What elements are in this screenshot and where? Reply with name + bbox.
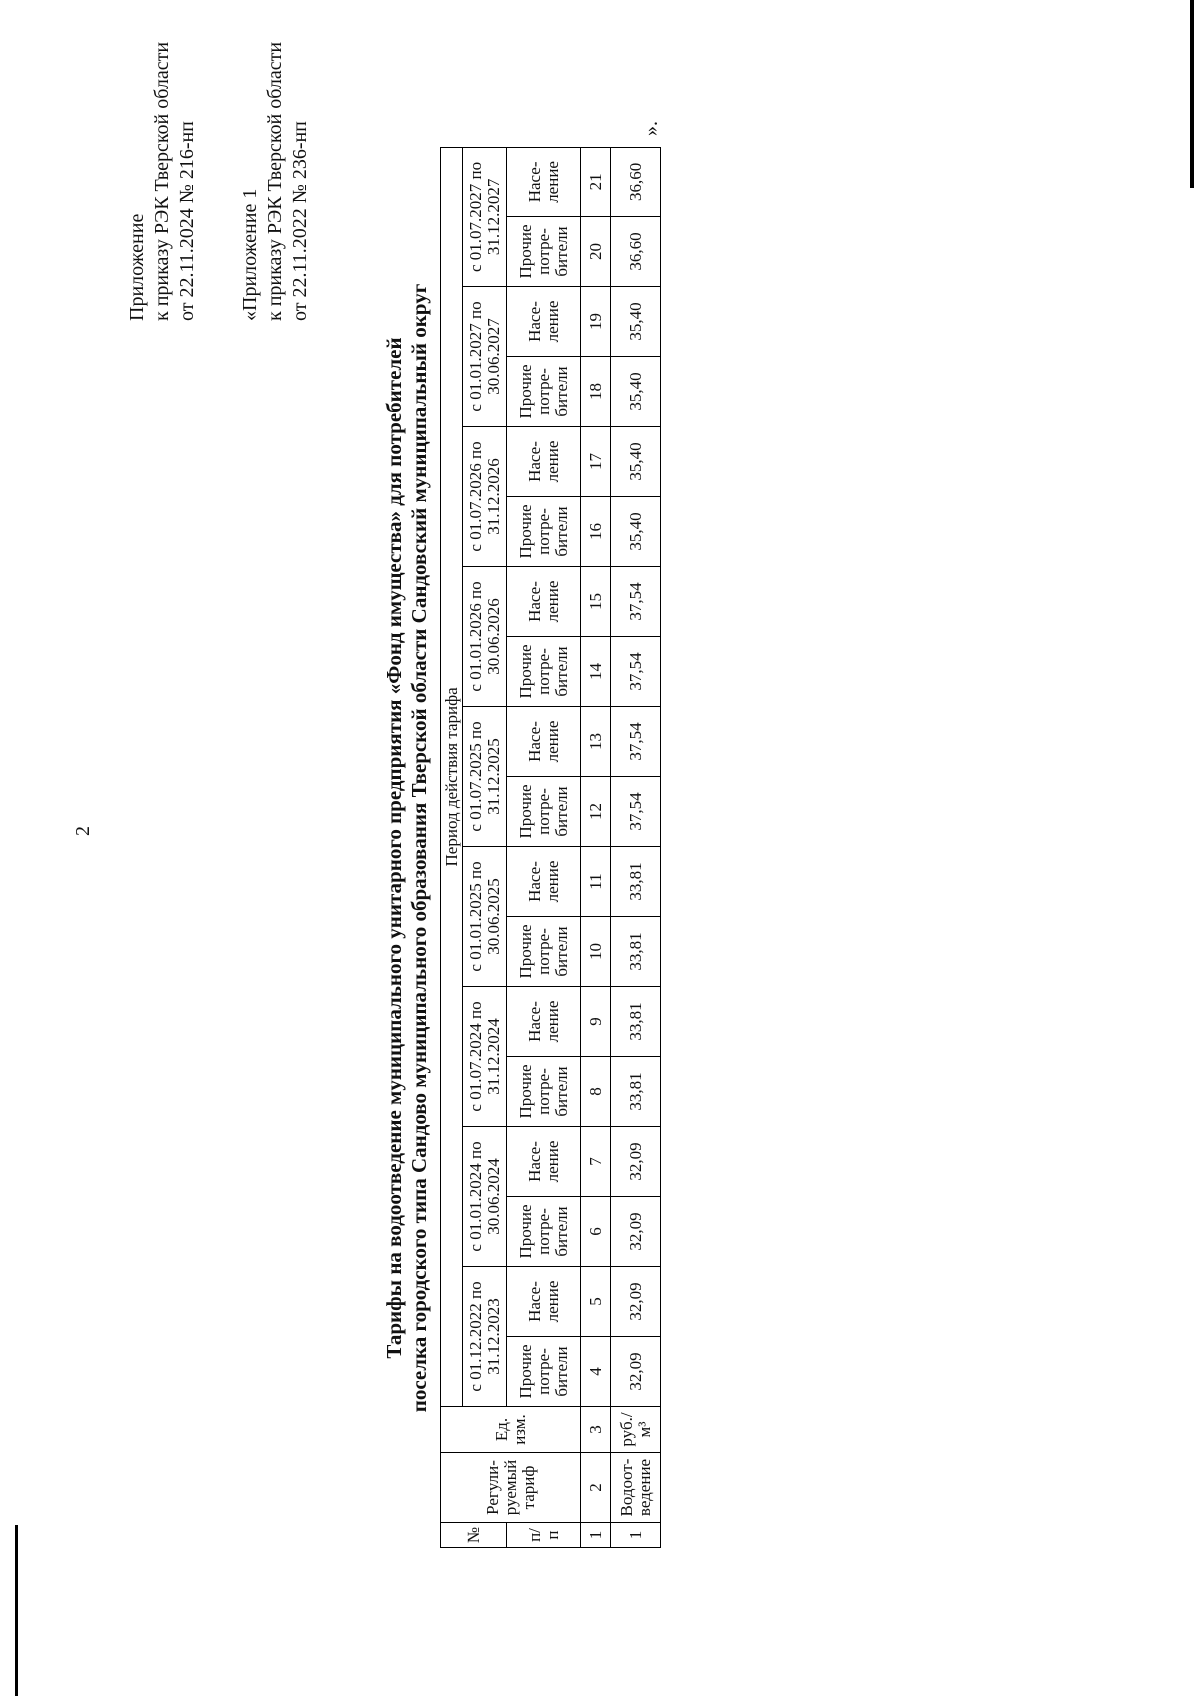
column-number-19: 19 [581,287,611,357]
tariff-value-col-21: 36,60 [611,147,661,216]
consumer-population-header: Насе-ление [507,147,581,216]
consumer-population-header: Насе-ление [507,987,581,1057]
consumer-other-header: Прочие потре-бители [507,777,581,847]
column-number-5: 5 [581,1267,611,1337]
consumer-other-header: Прочие потре-бители [507,917,581,987]
header-tariff: Регули-руемый тариф [441,1453,581,1523]
column-number-17: 17 [581,427,611,497]
tariff-value-col-11: 33,81 [611,847,661,917]
tariff-value-col-15: 37,54 [611,567,661,637]
consumer-other-header: Прочие потре-бители [507,497,581,567]
row-no: 1 [611,1523,661,1548]
tariff-value-col-14: 37,54 [611,637,661,707]
column-number-3: 3 [581,1407,611,1453]
header-unit: Ед. изм. [441,1407,581,1453]
appendix-current-line2: к приказу РЭК Тверской области [151,41,173,321]
tariff-value-col-17: 35,40 [611,427,661,497]
period-header-3: с 01.07.2024 по 31.12.2024 [463,987,507,1127]
consumer-population-header: Насе-ление [507,1127,581,1197]
title-line2: поселка городского типа Сандово муниципального образования Тверской области Сандовский муниципальный округ [407,283,431,1413]
tariff-value-col-19: 35,40 [611,287,661,357]
consumer-population-header: Насе-ление [507,847,581,917]
row-unit: руб./м³ [611,1407,661,1453]
column-number-8: 8 [581,1057,611,1127]
column-number-10: 10 [581,917,611,987]
title-line1: Тарифы на водоотведение муниципального унитарного предприятия «Фонд имущества» для потребителей [382,337,406,1359]
consumer-other-header: Прочие потре-бители [507,1057,581,1127]
tariff-value-col-9: 33,81 [611,987,661,1057]
tariff-value-col-7: 32,09 [611,1127,661,1197]
period-header-8: с 01.01.2027 по 30.06.2027 [463,287,507,427]
tariff-value-col-13: 37,54 [611,707,661,777]
tariff-value-col-16: 35,40 [611,497,661,567]
column-number-20: 20 [581,217,611,287]
tariff-value-col-12: 37,54 [611,777,661,847]
header-no-pp: п/п [507,1523,581,1548]
column-number-21: 21 [581,147,611,216]
tariff-table [440,147,661,1548]
column-number-11: 11 [581,847,611,917]
tariff-value-col-6: 32,09 [611,1197,661,1267]
consumer-other-header: Прочие потре-бители [507,1337,581,1407]
column-number-13: 13 [581,707,611,777]
document-title [382,0,432,1696]
consumer-population-header: Насе-ление [507,707,581,777]
appendix-original [238,21,313,321]
consumer-population-header: Насе-ление [507,1267,581,1337]
column-number-12: 12 [581,777,611,847]
appendix-original-line1: «Приложение 1 [239,188,261,321]
column-number-18: 18 [581,357,611,427]
appendix-current [125,21,200,321]
tariff-value-col-8: 33,81 [611,1057,661,1127]
appendix-original-line3: от 22.11.2022 № 236-нп [289,121,311,321]
closing-mark: ». [640,121,662,136]
tariff-value-col-4: 32,09 [611,1337,661,1407]
appendix-current-line1: Приложение [126,213,148,321]
consumer-population-header: Насе-ление [507,567,581,637]
column-number-9: 9 [581,987,611,1057]
period-header-4: с 01.01.2025 по 30.06.2025 [463,847,507,987]
consumer-other-header: Прочие потре-бители [507,637,581,707]
column-number-7: 7 [581,1127,611,1197]
consumer-other-header: Прочие потре-бители [507,217,581,287]
column-number-6: 6 [581,1197,611,1267]
consumer-other-header: Прочие потре-бители [507,1197,581,1267]
consumer-population-header: Насе-ление [507,427,581,497]
column-number-15: 15 [581,567,611,637]
period-header-1: с 01.12.2022 по 31.12.2023 [463,1267,507,1407]
tariff-value-col-20: 36,60 [611,217,661,287]
row-tariff: Водоот-ведение [611,1453,661,1523]
period-header-2: с 01.01.2024 по 30.06.2024 [463,1127,507,1267]
column-number-2: 2 [581,1453,611,1523]
period-header-6: с 01.01.2026 по 30.06.2026 [463,567,507,707]
column-number-14: 14 [581,637,611,707]
tariff-value-col-5: 32,09 [611,1267,661,1337]
consumer-other-header: Прочие потре-бители [507,357,581,427]
period-header-5: с 01.07.2025 по 31.12.2025 [463,707,507,847]
appendix-original-line2: к приказу РЭК Тверской области [264,41,286,321]
tariff-value-col-10: 33,81 [611,917,661,987]
appendix-current-line3: от 22.11.2024 № 216-нп [176,121,198,321]
column-number-4: 4 [581,1337,611,1407]
period-header-7: с 01.07.2026 по 31.12.2026 [463,427,507,567]
header-no: № [441,1523,507,1548]
consumer-population-header: Насе-ление [507,287,581,357]
header-period: Период действия тарифа [441,147,463,1406]
column-number-16: 16 [581,497,611,567]
column-number-1: 1 [581,1523,611,1548]
period-header-9: с 01.07.2027 по 31.12.2027 [463,147,507,286]
page-number: 2 [72,826,94,836]
tariff-value-col-18: 35,40 [611,357,661,427]
